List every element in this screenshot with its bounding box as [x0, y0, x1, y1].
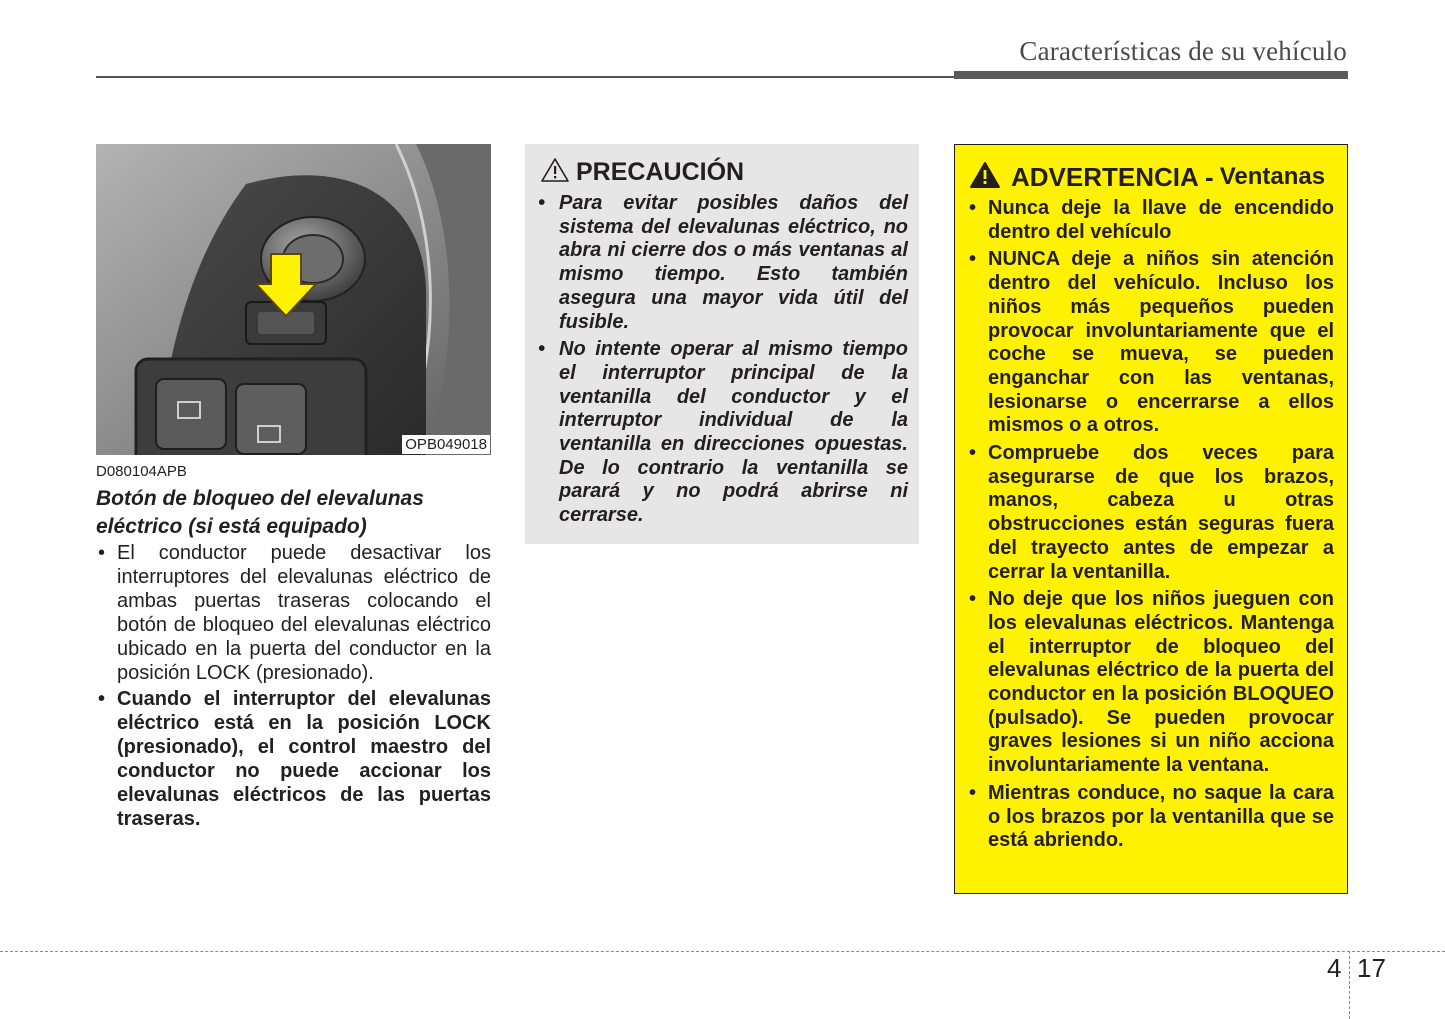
list-item: • El conductor puede desactivar los interruptores del elevalunas eléctrico de ambas puertas traseras colocando el botón de bloqueo del elevalunas eléctrico ubicado en la puerta del conductor en la posición LOCK (presionado).	[96, 541, 491, 685]
left-bullet-list	[96, 541, 491, 833]
list-item: • Compruebe dos veces para asegurarse de que los brazos, manos, cabeza u otras obstrucciones están seguras fuera del trayecto antes de empezar a cerrar la ventanilla.	[967, 442, 1334, 584]
list-item: • No intente operar al mismo tiempo el interruptor principal de la ventanilla del conductor y el interruptor individual de la ventanilla en direcciones opuestas. De lo contrario la ventanilla se parará y no podrá abrirse ni cerrarse.	[536, 338, 908, 528]
header-accent-bar	[954, 71, 1348, 79]
list-item: • Mientras conduce, no saque la cara o los brazos por la ventanilla que se está abriendo.	[967, 782, 1334, 853]
list-item: • NUNCA deje a niños sin atención dentro del vehículo. Incluso los niños más pequeños pueden provocar involuntariamente que el coche se mueva, se pueden enganchar con las ventanas, lesionarse o encerrarse a ellos mismos o a otros.	[967, 248, 1334, 438]
page-number: 17	[1357, 953, 1386, 983]
list-item: • Nunca deje la llave de encendido dentro del vehículo	[967, 197, 1334, 244]
page-header-title: Características de su vehículo	[1019, 36, 1347, 66]
warning-title: ADVERTENCIA -	[1011, 161, 1214, 192]
caution-bullet-list	[536, 192, 908, 528]
list-item: • Para evitar posibles daños del sistema del elevalunas eléctrico, no abra ni cierre dos o más ventanas al mismo tiempo. Esto también asegura una mayor vida útil del fusible.	[536, 192, 908, 334]
list-item: • Cuando el interruptor del elevalunas eléctrico está en la posición LOCK (presionado), el control maestro del conductor no puede accionar los elevalunas eléctricos de las puertas traseras.	[96, 687, 491, 831]
section-title: Botón de bloqueo del elevalunas eléctrico (si está equipado)	[96, 487, 424, 538]
warning-triangle-outline-icon	[540, 157, 570, 188]
warning-subtitle: Ventanas	[1219, 163, 1326, 190]
chapter-number: 4	[1327, 953, 1342, 983]
footer-page-divider	[1349, 951, 1350, 1019]
figure-code: OPB049018	[402, 435, 490, 454]
document-code: D080104APB	[96, 463, 187, 480]
warning-bullet-list	[967, 197, 1334, 853]
footer-divider	[0, 951, 1445, 952]
window-lock-button-photo	[96, 144, 491, 455]
warning-header	[967, 159, 1334, 195]
warning-box	[954, 144, 1348, 894]
warning-triangle-filled-icon	[969, 161, 1001, 194]
caution-title: PRECAUCIÓN	[576, 157, 745, 186]
caution-header	[536, 154, 908, 190]
caution-box	[525, 144, 919, 544]
list-item: • No deje que los niños jueguen con los elevalunas eléctricos. Mantenga el interruptor de bloqueo del elevalunas eléctrico de la puerta del conductor en la posición BLOQUEO (pulsado). Se pueden provocar graves lesiones si un niño acciona involuntariamente la ventana.	[967, 588, 1334, 778]
